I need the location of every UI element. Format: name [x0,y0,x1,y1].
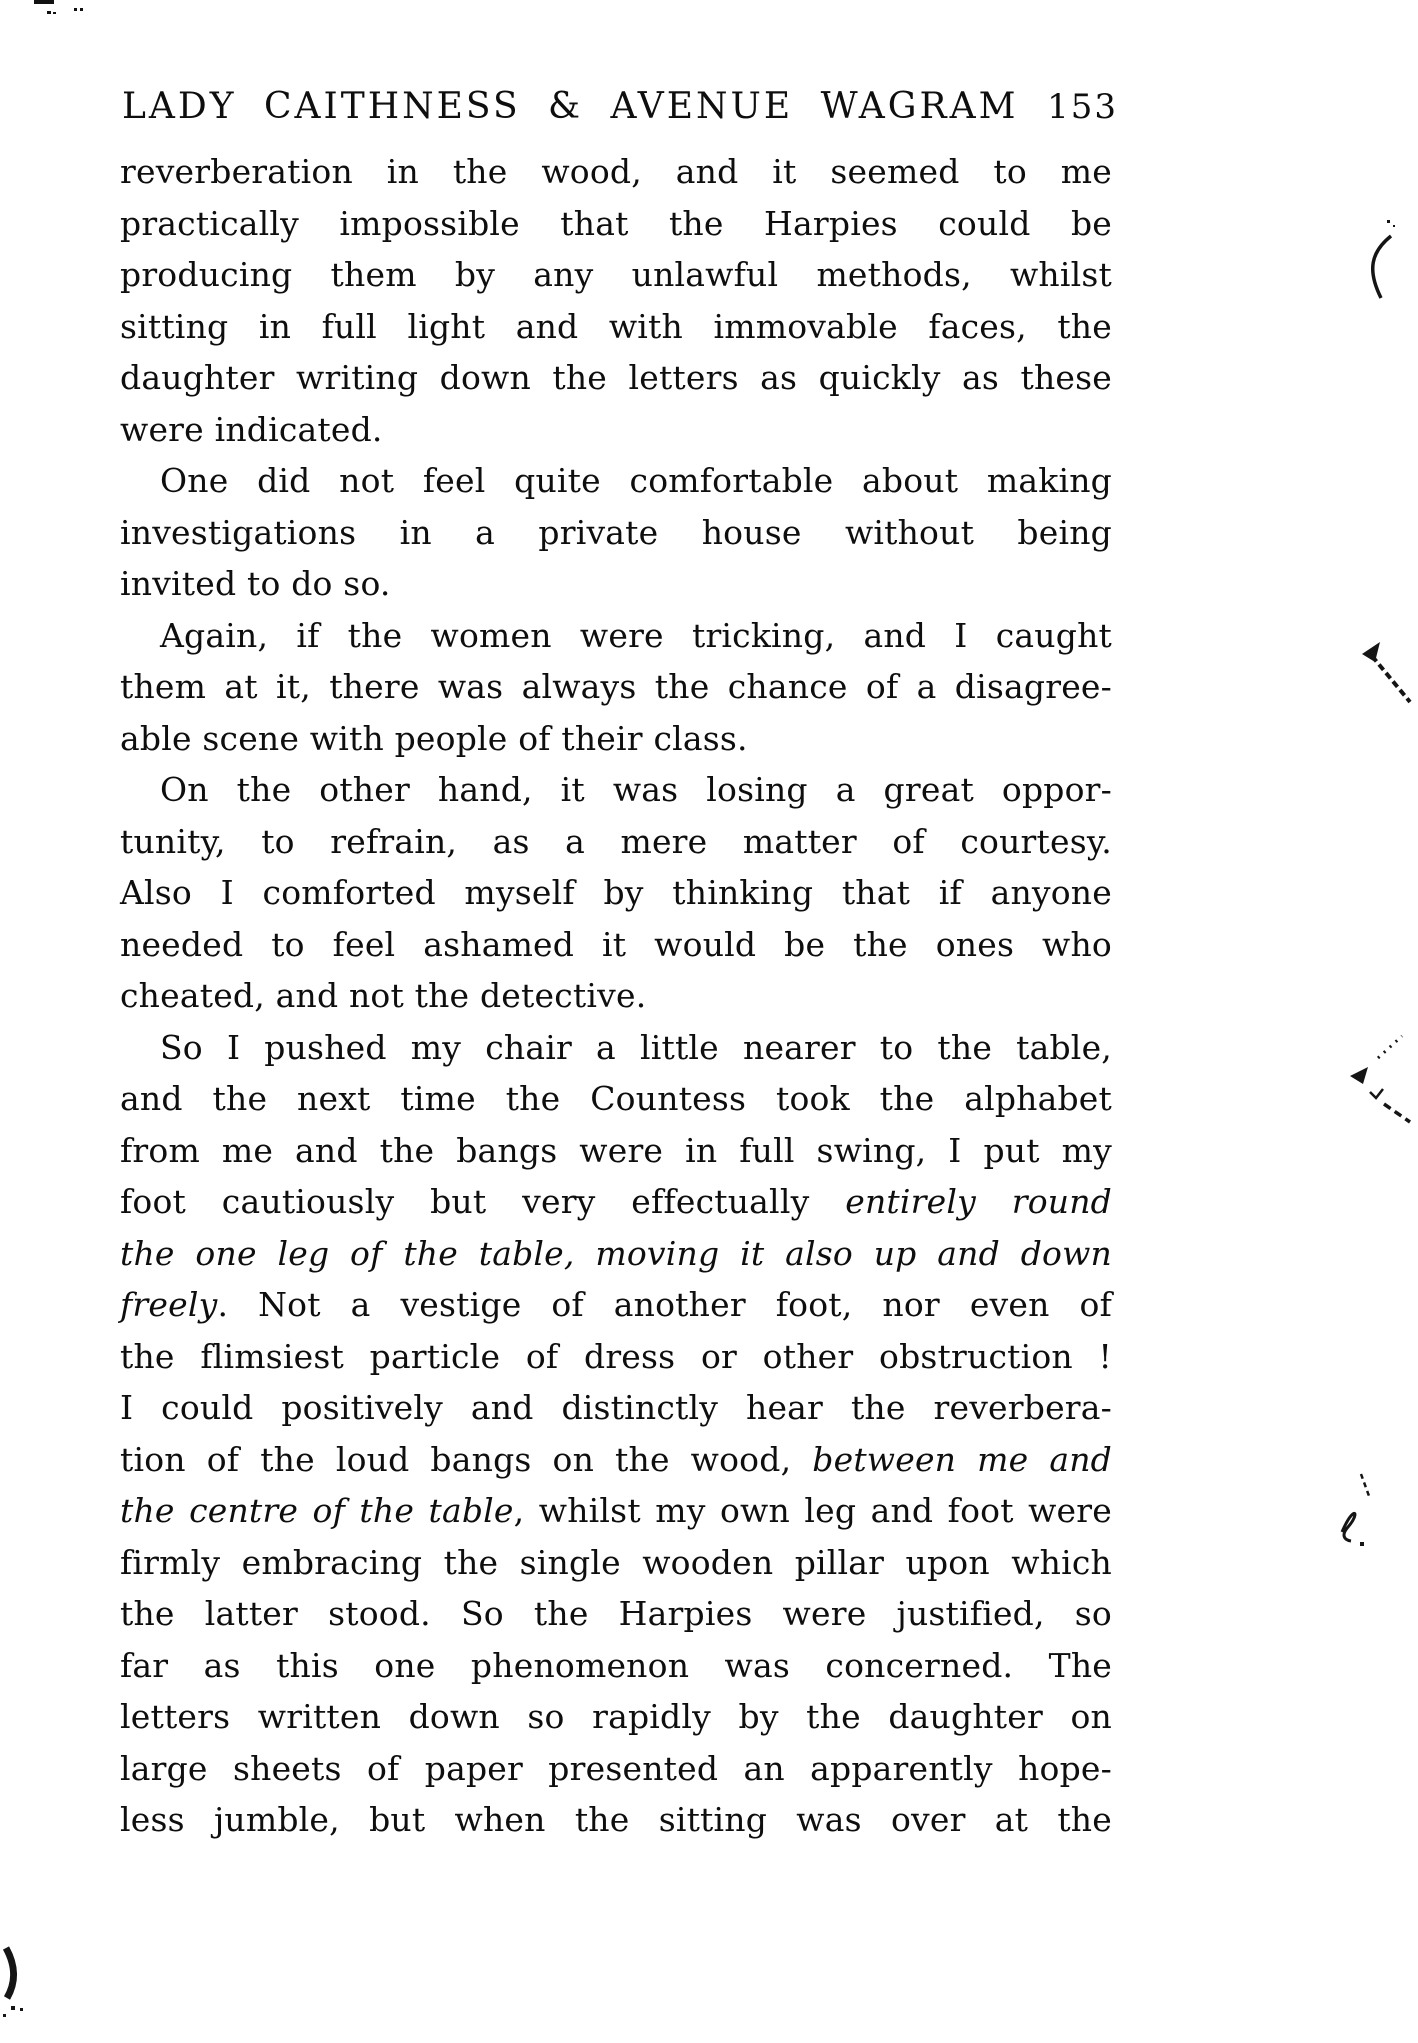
body-text: letters written down so rapidly by the daughter on [120,1697,1112,1736]
body-text: and the next time the Countess took the alphabet [120,1079,1112,1118]
body-text: foot cautiously but very effectually [120,1182,846,1221]
body-text: producing them by any unlawful methods, whilst [120,255,1112,294]
paragraph [120,764,1112,1022]
text-line [120,1640,1112,1692]
paragraph [120,610,1112,765]
body-text: , whilst my own leg and foot were [513,1491,1112,1530]
body-text: firmly embracing the single wooden pillar upon which [120,1542,1112,1582]
text-line [120,1382,1112,1434]
text-line [120,1537,1112,1589]
body-text: tunity, to refrain, as a mere matter of courtesy. [120,821,1112,861]
body-text: sitting in full light and with immovable faces, the [120,306,1112,346]
text-line [120,507,1112,559]
body-text: invited to do so. [120,564,391,603]
italic-text: freely [120,1285,218,1324]
top-edge-mark [30,0,92,18]
check-stroke-mark [1356,638,1418,716]
italic-text: the centre of the table [120,1491,514,1530]
body-text: cheated, and not the detective. [120,976,647,1015]
text-line [120,1485,1112,1537]
text-line [120,1228,1112,1280]
text-line [120,919,1112,971]
text-line [120,455,1112,507]
running-header [122,86,1118,127]
body-text: large sheets of paper presented an apparently hope- [120,1748,1112,1788]
body-text: needed to feel ashamed it would be the ones who [120,924,1112,964]
body-text: . Not a vestige of another foot, nor even of [217,1285,1112,1324]
body-text: able scene with people of their class. [120,718,748,758]
text-line [120,1743,1112,1795]
body-text: daughter writing down the letters as quickly as these [120,358,1112,397]
text-line [120,1434,1112,1486]
body-text: reverberation in the wood, and it seemed to me [120,152,1112,191]
text-line [120,198,1112,250]
text-line [120,1176,1112,1228]
text-line [120,249,1112,301]
text-line [120,1794,1112,1846]
text-line [120,970,1112,1022]
text-line [120,816,1112,868]
text-line [120,1691,1112,1743]
page-number: 153 [1047,87,1118,127]
italic-text: between me and [812,1439,1112,1479]
text-line [120,1022,1112,1074]
caret-strokes-mark [1346,1028,1418,1132]
body-text: I could positively and distinctly hear the reverbera- [120,1388,1112,1427]
body-text: Again, if the women were tricking, and I caught [160,615,1112,655]
body-text: Also I comforted myself by thinking that if anyone [120,873,1112,912]
paragraph [120,455,1112,610]
text-line [120,867,1112,919]
body-text: from me and the bangs were in full swing, I put my [120,1130,1112,1170]
page-title: LADY CAITHNESS & AVENUE WAGRAM [122,86,1019,127]
text-line [120,1279,1112,1331]
body-text: the flimsiest particle of dress or other obstruction ! [120,1336,1112,1376]
body-text: the latter stood. So the Harpies were justified, so [120,1594,1112,1633]
text-line [120,558,1112,610]
body-text: practically impossible that the Harpies could be [120,203,1112,243]
paren-curve-mark [1358,218,1406,310]
body-text: far as this one phenomenon was concerned. The [120,1645,1112,1685]
text-line [120,146,1112,198]
text-line [120,404,1112,456]
text-line [120,610,1112,662]
text-line [120,301,1112,353]
body-text: investigations in a private house without being [120,512,1112,552]
text-line [120,713,1112,765]
text-line [120,1073,1112,1125]
text-line [120,352,1112,404]
body-text: tion of the loud bangs on the wood, [120,1439,813,1479]
corner-curl-mark [0,1944,42,2036]
text-line [120,1125,1112,1177]
body-text: On the other hand, it was losing a great oppor- [160,770,1112,809]
paragraph [120,1022,1112,1846]
paragraph [120,146,1112,455]
text-line [120,1588,1112,1640]
body-text: them at it, there was always the chance of a disagree- [120,667,1112,706]
italic-text: entirely round [845,1182,1112,1221]
body-text: less jumble, but when the sitting was over at the [120,1800,1112,1839]
text-line [120,661,1112,713]
body-text: One did not feel quite comfortable about making [160,461,1112,500]
body-text: So I pushed my chair a little nearer to the table, [160,1027,1112,1067]
body-text: were indicated. [120,409,383,449]
italic-text: the one leg of the table, moving it also up and down [120,1233,1112,1273]
text-line [120,764,1112,816]
script-scribble-mark [1333,1468,1381,1552]
text-block [120,146,1112,1846]
text-line [120,1331,1112,1383]
